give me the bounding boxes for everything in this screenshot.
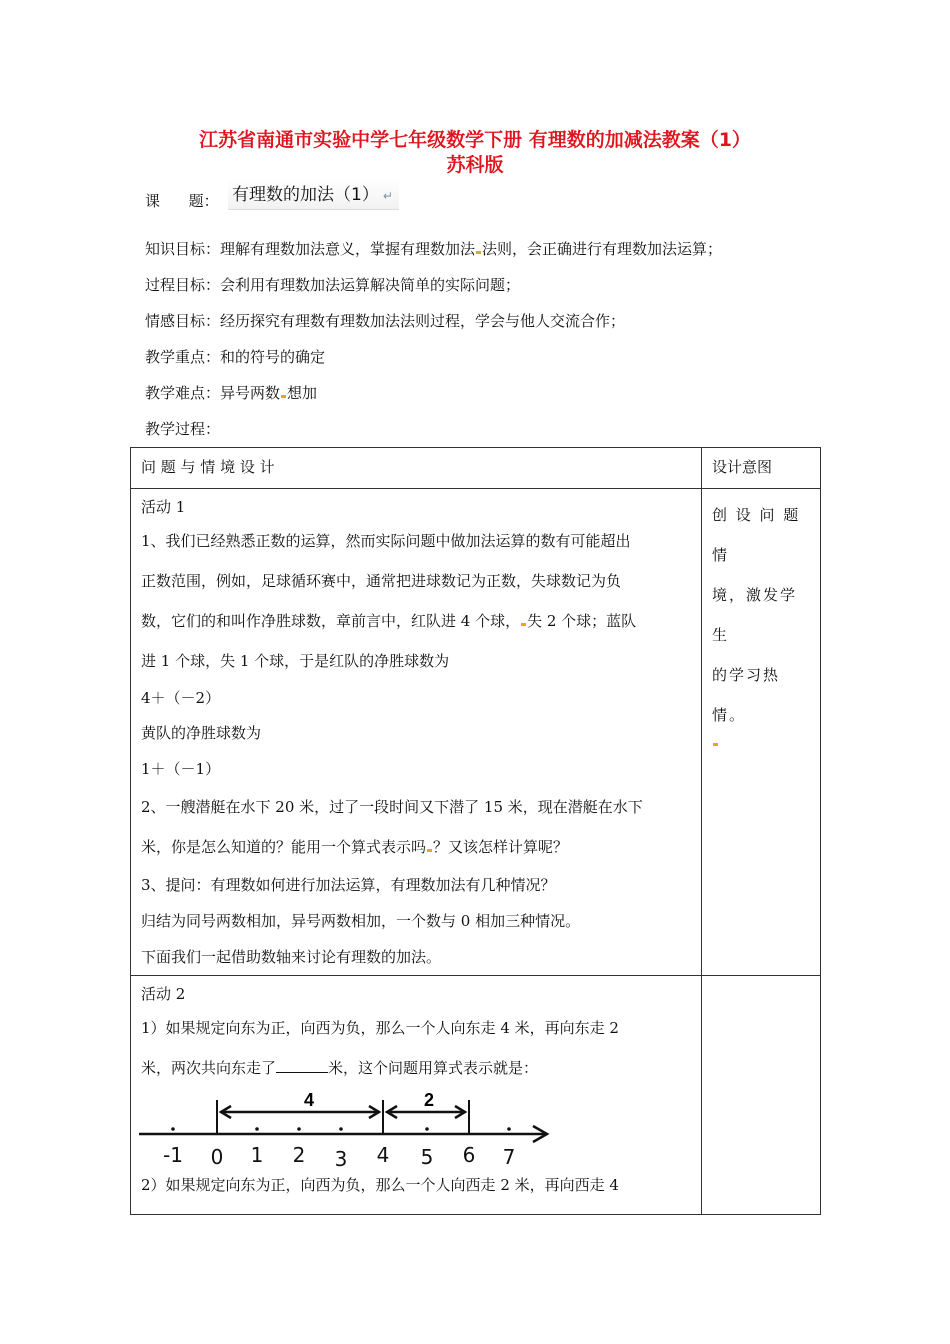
process-label: 教学过程：: [145, 420, 221, 438]
edit-mark-icon: [521, 623, 526, 626]
knowledge-goal-text-a: 知识目标：理解有理数加法意义，掌握有理数加法: [145, 240, 476, 258]
difficulty: [145, 382, 317, 403]
expression-red: 4＋（－2）: [141, 689, 221, 707]
header-intent-col: 设计意图: [702, 448, 821, 489]
activity1-line2: 正数范围，例如，足球循环赛中，通常把进球数记为正数，失球数记为负: [141, 572, 622, 590]
key-point: 教学重点：和的符号的确定: [145, 348, 326, 366]
topic-label: 课 题：: [145, 192, 219, 210]
activity2-q2-line1: 2）如果规定向东为正，向西为负，那么一个人向西走 2 米，再向西走 4: [141, 1176, 619, 1194]
intent-line1: 创 设 问 题 情: [712, 506, 801, 564]
edit-mark-icon: [281, 395, 286, 398]
yellow-team-text: 黄队的净胜球数为: [141, 724, 262, 742]
tick-label: 2: [292, 1143, 306, 1167]
activity1-title: 活动 1: [141, 498, 186, 516]
activity2-intent: [702, 976, 821, 1215]
submarine-line1: 2、一艘潜艇在水下 20 米，过了一段时间又下潜了 15 米，现在潜艇在水下: [141, 798, 643, 816]
tick-dot: [297, 1127, 301, 1131]
activity2-title: 活动 2: [141, 985, 186, 1003]
table-row-activity2: [131, 976, 821, 1215]
activity2-content: [131, 976, 702, 1215]
activity2-q1-line2: [141, 1048, 691, 1088]
difficulty-text-a: 教学难点：异号两数: [145, 384, 281, 402]
tick-label: 4: [376, 1143, 390, 1167]
intent-line3: 的学习热情。: [712, 666, 781, 724]
topic-value: 有理数的加法（1）: [232, 185, 379, 205]
tick-label: 1: [250, 1143, 264, 1167]
lesson-table: [130, 447, 821, 1215]
activity1-line3: [141, 601, 691, 641]
tick-dot: [339, 1127, 343, 1131]
header-design-col: [131, 448, 702, 489]
question-line: 3、提问：有理数如何进行加法运算，有理数加法有几种情况？: [141, 876, 556, 894]
activity1-line3b: 失 2 个球；蓝队: [527, 612, 637, 630]
knowledge-goal-text-b: 法则，会正确进行有理数加法运算；: [482, 240, 723, 258]
activity1-line4: 进 1 个球，失 1 个球，于是红队的净胜球数为: [141, 652, 450, 670]
table-row-activity1: [131, 489, 821, 976]
return-mark-icon: ↵: [382, 189, 393, 203]
activity2-q1-line2b: 米，这个问题用算式表示就是：: [328, 1059, 539, 1077]
arrow1-label: 4: [303, 1092, 315, 1110]
edit-mark-icon: [427, 849, 432, 852]
tick-dot: [507, 1127, 511, 1131]
tick-label: 7: [502, 1145, 516, 1169]
knowledge-goal: [145, 238, 722, 259]
header-col1-text: 问 题 与 情 境 设 计: [141, 458, 275, 476]
activity1-line1: 1、我们已经熟悉正数的运算，然而实际问题中做加法运算的数有可能超出: [141, 532, 631, 550]
table-header-row: [131, 448, 821, 489]
arrow2-label: 2: [423, 1092, 435, 1110]
tick-label: 3: [334, 1147, 348, 1170]
tick-dot: [425, 1127, 429, 1131]
answer-blank: [276, 1058, 328, 1073]
emotion-goal: 情感目标：经历探究有理数有理数加法法则过程，学会与他人交流合作；: [145, 312, 626, 330]
summary-line: 归结为同号两数相加，异号两数相加，一个数与 0 相加三种情况。: [141, 912, 581, 930]
activity1-content: [131, 489, 702, 976]
process-goal: 过程目标：会利用有理数加法运算解决简单的实际问题；: [145, 276, 521, 294]
document-title: 江苏省南通市实验中学七年级数学下册 有理数的加减法教案（1）: [199, 129, 751, 151]
tick-label: -1: [163, 1143, 183, 1167]
activity2-q1-line2a: 米，两次共向东走了: [141, 1059, 277, 1077]
submarine-line2: [141, 827, 691, 867]
activity1-line3a: 数，它们的和叫作净胜球数，章前言中，红队进 4 个球，: [141, 612, 521, 630]
intro-line: 下面我们一起借助数轴来讨论有理数的加法。: [141, 948, 442, 966]
tick-label: 6: [462, 1143, 476, 1167]
intent-line2: 境，激发学生: [712, 586, 798, 644]
activity1-intent: [702, 489, 821, 976]
activity2-q1-line1: 1）如果规定向东为正，向西为负，那么一个人向东走 4 米，再向东走 2: [141, 1019, 619, 1037]
document-subtitle: 苏科版: [446, 154, 504, 176]
difficulty-text-b: 想加: [287, 384, 318, 402]
tick-dot: [171, 1127, 175, 1131]
submarine-line2a: 米，你是怎么知道的？能用一个算式表示吗: [141, 838, 427, 856]
tick-label: 5: [420, 1145, 434, 1169]
number-line-diagram: [139, 1092, 559, 1170]
tick-label: 0: [210, 1145, 224, 1169]
edit-mark-icon: [713, 743, 718, 746]
expression-yellow: 1＋（－1）: [141, 760, 221, 778]
edit-mark-icon: [476, 251, 481, 254]
topic-value-box: [228, 178, 399, 210]
tick-dot: [255, 1127, 259, 1131]
submarine-line2b: ？又该怎样计算呢？: [433, 838, 569, 856]
